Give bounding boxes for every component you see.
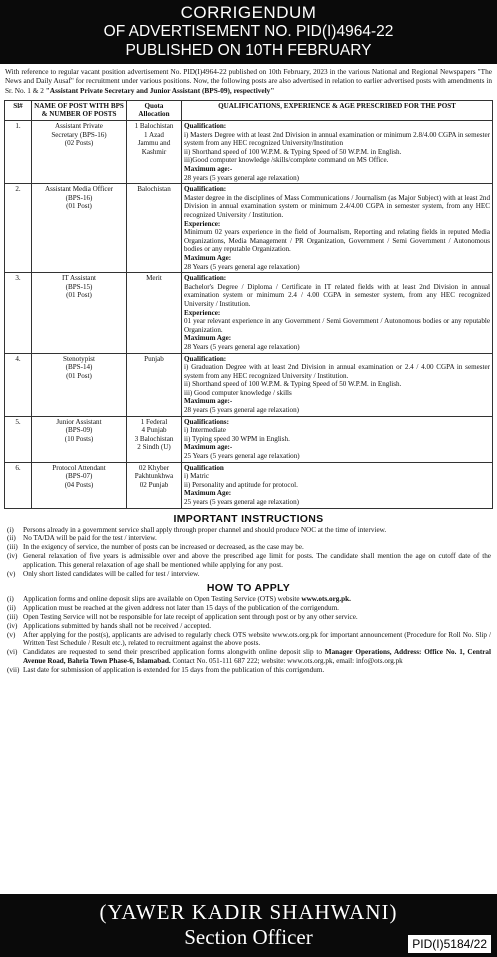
- instruction-item: [6, 543, 491, 552]
- cell-qualifications: [182, 273, 493, 353]
- item-bold-text: Manager Operations, Address: Office No. 1, Central Avenue Road, Bahria Town Phase-6, Islamabad.: [23, 648, 491, 665]
- item-number: (v): [7, 569, 16, 578]
- item-text: General relaxation of five years is admissible over and above the prescribed age limit for posts. The candidate shall mention the age on cutoff date of the application. This general relaxation of age shall be mentioned while applying for any post.: [23, 552, 491, 569]
- qualification-heading: Maximum age:-: [184, 165, 233, 174]
- qualification-heading: Maximum age:-: [184, 397, 233, 406]
- post-name-line: Protocol Attendant: [52, 463, 106, 472]
- header-qualifications: QUALIFICATIONS, EXPERIENCE & AGE PRESCRIBED FOR THE POST: [182, 100, 493, 120]
- cell-sno: 5.: [5, 416, 32, 462]
- table-row: [5, 462, 493, 508]
- posts-table-body: [5, 121, 493, 509]
- qualification-heading: Qualification:: [184, 354, 227, 363]
- item-text-cont: Contact No. 051-111 687 222; website: www.ots.org.pk, email: info@ots.org.pk: [170, 656, 403, 665]
- qualification-text: iii)Good computer knowledge /skills/complete command on MS Office.: [184, 156, 389, 165]
- cell-post-name: [32, 462, 127, 508]
- qualification-text: ii) Shorthand speed of 100 W.P.M. & Typing Speed of 50 W.P.M. in English.: [184, 380, 402, 389]
- item-number: (vi): [7, 648, 18, 657]
- quota-line: Punjab: [144, 354, 164, 363]
- instructions-list: [0, 526, 497, 579]
- item-number: (iv): [7, 552, 18, 560]
- qualification-heading: Maximum age:-: [184, 443, 233, 452]
- quota-line: 3 Balochistan: [134, 434, 174, 443]
- header-sno: Sl#: [5, 100, 32, 120]
- cell-sno: 1.: [5, 121, 32, 184]
- intro-bold-text: "Assistant Private Secretary and Junior Assistant (BPS-09), respectively": [45, 85, 275, 95]
- apply-item: [6, 631, 491, 649]
- qualification-text: Master degree in the disciplines of Mass Communications / Journalism (as Major Subject) with at least 2nd Division in annual examination system or minimum 2.4/4.00 CGPA in semester system, from any HEC recognized University / Institution.: [184, 193, 490, 220]
- table-header-row: [5, 100, 493, 120]
- instructions-title: IMPORTANT INSTRUCTIONS: [173, 512, 324, 525]
- instruction-item: [6, 534, 491, 543]
- item-number: (vii): [7, 665, 20, 674]
- qualification-text: i) Graduation Degree with at least 2nd Division in annual examination or 2.4 / 4.00 CGPA in semester system from any HEC recognized University / Institution.: [184, 363, 490, 380]
- post-name-line: (BPS-15): [65, 282, 93, 291]
- item-number: (iii): [7, 612, 18, 621]
- signatory-name: (YAWER KADIR SHAHWANI): [99, 900, 398, 924]
- qualification-heading: Qualification:: [184, 274, 227, 283]
- qualification-text: ii) Typing speed 30 WPM in English.: [184, 434, 290, 443]
- pid-number: PID(I)5184/22: [408, 935, 491, 953]
- item-number: (v): [7, 630, 16, 639]
- quota-line: 2 Sindh (U): [137, 443, 171, 452]
- qualification-heading: Maximum Age:: [184, 253, 232, 262]
- post-name-line: (01 Post): [66, 371, 92, 380]
- cell-quota: [127, 353, 182, 416]
- table-row: [5, 353, 493, 416]
- qualification-heading: Qualification:: [184, 185, 227, 194]
- post-name-line: (01 Post): [66, 291, 92, 300]
- instruction-item: [6, 526, 491, 535]
- qualification-text: iii) Good computer knowledge / skills: [184, 388, 292, 397]
- item-text-wrap: [23, 631, 491, 649]
- intro-paragraph: [0, 64, 497, 97]
- qualification-text: i) Matric: [184, 472, 210, 481]
- qualification-heading: Maximum Age:: [184, 334, 232, 343]
- item-text: No TA/DA will be paid for the test / interview.: [23, 534, 157, 543]
- header-published-date: PUBLISHED ON 10TH FEBRUARY: [125, 42, 372, 59]
- item-text-wrap: [23, 604, 491, 613]
- post-name-line: (BPS-07): [65, 472, 93, 481]
- item-text: Application forms and online deposit slips are available on Open Testing Service (OTS) website: [23, 595, 302, 604]
- item-text: Applications submitted by hands shall not be received / accepted.: [23, 621, 212, 630]
- header-title: CORRIGENDUM: [180, 3, 317, 22]
- item-text: Application must be reached at the given address not later than 15 days of the publication of the corrigendum.: [23, 604, 339, 613]
- quota-line: Pakhtunkhwa: [134, 472, 174, 481]
- signatory-designation: Section Officer: [184, 925, 313, 949]
- item-text: Persons already in a government service shall apply through proper channel and should produce NOC at the time of interview.: [23, 525, 387, 534]
- how-to-apply-title: HOW TO APPLY: [206, 582, 291, 595]
- table-row: [5, 184, 493, 273]
- cell-quota: [127, 416, 182, 462]
- cell-post-name: [32, 273, 127, 353]
- table-row: [5, 121, 493, 184]
- cell-qualifications: [182, 353, 493, 416]
- item-text: Last date for submission of application is extended for 15 days from the publication of this corrigendum.: [23, 665, 325, 674]
- intro-text: With reference to regular vacant position advertisement No. PID(I)4964-22 published on 10th February, 2023 in the various National and Regional Newspapers "The News and Daily Ausaf" for recruitment under various positions. Now, the following posts are also advertised in relation to earlier advertised posts with amendments in Sr. No. 1 & 2: [5, 67, 492, 95]
- table-row: [5, 273, 493, 353]
- post-name-line: (BPS-09): [65, 426, 93, 435]
- post-name-line: Junior Assistant: [56, 417, 102, 426]
- qualification-heading: Experience:: [184, 308, 221, 317]
- post-name-line: Stenotypist: [63, 354, 95, 363]
- item-number: (iii): [7, 543, 18, 552]
- apply-item: [6, 666, 491, 675]
- quota-line: 1 Balochistan: [134, 122, 174, 131]
- qualification-text: ii) Personality and aptitude for protocol.: [184, 480, 298, 489]
- item-text: Candidates are requested to send their prescribed application forms alongwith online deposit slip to: [23, 648, 325, 657]
- quota-line: 02 Khyber: [138, 463, 170, 472]
- cell-quota: [127, 462, 182, 508]
- quota-line: Balochistan: [137, 185, 171, 194]
- cell-post-name: [32, 184, 127, 273]
- apply-item: [6, 648, 491, 666]
- post-name-line: Assistant Private: [55, 122, 103, 131]
- item-text: Only short listed candidates will be called for test / interview.: [23, 569, 200, 578]
- quota-line: 1 Azad: [144, 130, 164, 139]
- cell-sno: 3.: [5, 273, 32, 353]
- qualification-heading: Maximum Age:: [184, 489, 232, 498]
- apply-item: [6, 595, 491, 604]
- cell-qualifications: [182, 184, 493, 273]
- cell-sno: 4.: [5, 353, 32, 416]
- cell-quota: [127, 273, 182, 353]
- item-number: (i): [7, 525, 14, 534]
- post-name-line: (BPS-16): [65, 193, 93, 202]
- quota-line: Kashmir: [141, 147, 167, 156]
- qualification-heading: Qualification:: [184, 122, 227, 131]
- cell-post-name: [32, 121, 127, 184]
- post-name-line: IT Assistant: [62, 274, 96, 283]
- qualification-text: Bachelor's Degree / Diploma / Certificate in IT related fields with at least 2nd Division in annual examination system or minimum 2.4 / 4.00 CGPA in semester system, from any HEC recognized University / Institution.: [184, 282, 490, 308]
- post-name-line: (02 Posts): [64, 139, 94, 148]
- post-name-line: (BPS-14): [65, 363, 93, 372]
- apply-item: [6, 613, 491, 622]
- qualification-text: 28 years (5 years general age relaxation): [184, 406, 300, 415]
- cell-qualifications: [182, 416, 493, 462]
- header-advertisement-no: OF ADVERTISEMENT NO. PID(I)4964-22: [103, 23, 394, 40]
- item-bold-text: www.ots.org.pk.: [301, 595, 351, 604]
- qualification-heading: Qualification: [184, 463, 224, 472]
- qualification-text: i) Masters Degree with at least 2nd Division in annual examination or minimum 2.8/4.00 CGPA in semester system from any HEC recognized University/Institution: [184, 130, 490, 148]
- quota-line: Merit: [146, 274, 162, 283]
- item-number: (i): [7, 595, 14, 604]
- header-quota: Quota Allocation: [127, 100, 182, 120]
- apply-item: [6, 622, 491, 631]
- cell-qualifications: [182, 462, 493, 508]
- quota-line: 1 Federal: [140, 417, 168, 426]
- quota-line: 02 Punjab: [139, 480, 169, 489]
- item-text-wrap: [23, 666, 491, 675]
- item-text-wrap: [23, 595, 491, 604]
- item-text: After applying for the post(s), applicants are advised to regularly check OTS website www.ots.org.pk for important announcement (Procedure for Roll No. Slip / Written Test Schedule / Result etc.), related to recruitment against the above posts.: [23, 630, 491, 648]
- cell-sno: 6.: [5, 462, 32, 508]
- cell-sno: 2.: [5, 184, 32, 273]
- qualification-text: 01 year relevant experience in any Government / Semi Government / Autonomous bodies or any reputable Organization.: [184, 317, 490, 334]
- post-name-line: Assistant Media Officer: [44, 185, 114, 194]
- post-name-line: Secretary (BPS-16): [51, 130, 107, 139]
- item-text: In the exigency of service, the number of posts can be increased or decreased, as the case may be.: [23, 543, 304, 552]
- qualification-text: ii) Shorthand speed of 100 W.P.M. & Typing Speed of 50 W.P.M. in English.: [184, 147, 402, 156]
- instruction-item: [6, 552, 491, 570]
- qualification-text: 25 years (5 years general age relaxation): [184, 498, 300, 507]
- item-text-wrap: [23, 613, 491, 622]
- cell-qualifications: [182, 121, 493, 184]
- qualification-text: 28 Years (5 years general age relaxation): [184, 262, 300, 271]
- qualification-heading: Qualifications:: [184, 417, 229, 426]
- how-to-apply-list: [0, 595, 497, 674]
- footer-banner: [0, 894, 497, 957]
- posts-table: [4, 100, 493, 509]
- cell-quota: [127, 184, 182, 273]
- qualification-text: Minimum 02 years experience in the field of Journalism, Reporting and relating fields in reputed Media Organizations, Media Management / PR Organization, Government / Semi Government / Autonomous bodies or any reputable Organization.: [184, 228, 490, 254]
- cell-quota: [127, 121, 182, 184]
- item-text: Open Testing Service will not be responsible for late receipt of application sent through post or by any other service.: [23, 612, 358, 621]
- qualification-text: i) Intermediate: [184, 426, 226, 435]
- quota-line: 4 Punjab: [141, 426, 167, 435]
- item-number: (ii): [7, 534, 16, 543]
- qualification-text: 28 Years (5 years general age relaxation): [184, 342, 300, 351]
- qualification-text: 25 Years (5 years general age relaxation): [184, 452, 300, 461]
- cell-post-name: [32, 353, 127, 416]
- apply-item: [6, 604, 491, 613]
- item-number: (ii): [7, 604, 16, 613]
- instruction-item: [6, 570, 491, 579]
- post-name-line: (10 Posts): [64, 434, 94, 443]
- post-name-line: (04 Posts): [64, 480, 94, 489]
- post-name-line: (01 Post): [66, 202, 92, 211]
- header-post-name: NAME OF POST WITH BPS & NUMBER OF POSTS: [32, 100, 127, 120]
- item-text-wrap: [23, 622, 491, 631]
- qualification-text: 28 years (5 years general age relaxation): [184, 173, 300, 182]
- header-banner: [0, 0, 497, 64]
- item-number: (iv): [7, 621, 18, 630]
- quota-line: Jammu and: [137, 139, 171, 148]
- cell-post-name: [32, 416, 127, 462]
- item-text-wrap: [23, 648, 491, 666]
- qualification-heading: Experience:: [184, 219, 221, 228]
- table-row: [5, 416, 493, 462]
